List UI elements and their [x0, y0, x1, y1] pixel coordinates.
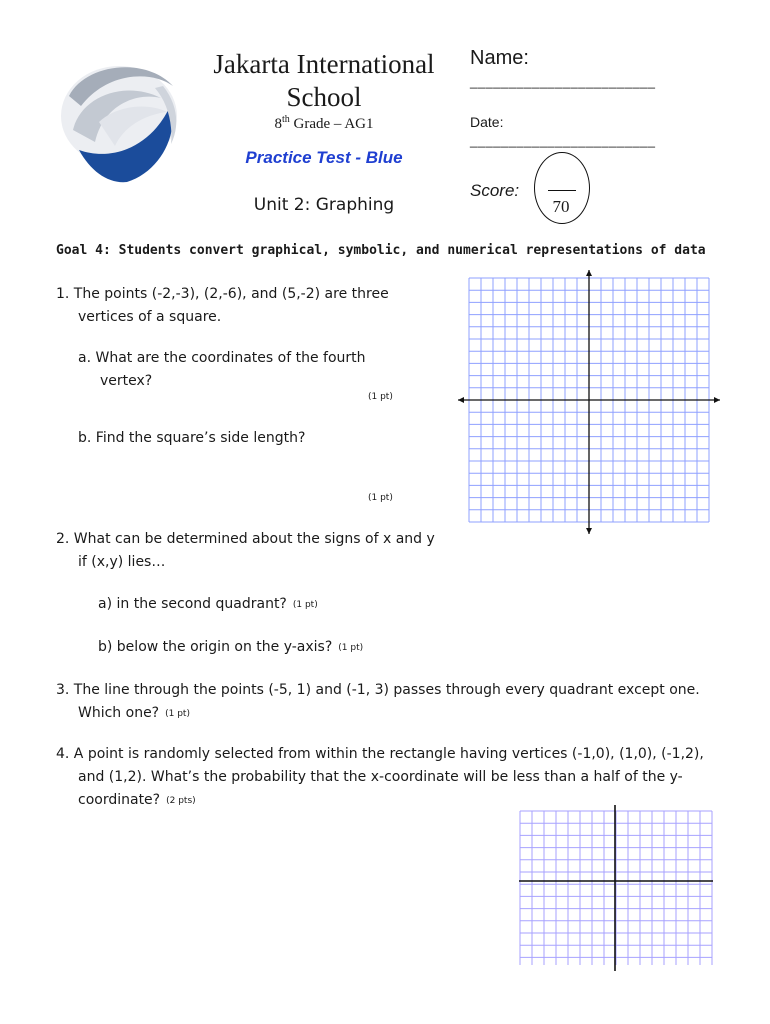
q1-line1: 1. The points (-2,-3), (2,-6), and (5,-2) are three: [56, 286, 389, 302]
q1b-points: (1 pt): [368, 493, 393, 503]
q2-line2: if (x,y) lies…: [78, 554, 166, 570]
school-logo-icon: [55, 58, 180, 183]
q2b-text: b) below the origin on the y-axis?: [98, 639, 333, 655]
q4-points: (2 pts): [166, 796, 196, 806]
q3-line1: 3. The line through the points (-5, 1) and (-1, 3) passes through every quadrant except one.: [56, 682, 700, 698]
grid1-arrow-right-icon: [714, 397, 720, 403]
school-name-line2: School: [286, 82, 362, 112]
q4-line2: and (1,2). What’s the probability that the x-coordinate will be less than a half of the y-: [78, 769, 683, 785]
grid2-lines: [520, 811, 712, 965]
date-blank: ________________________: [470, 133, 656, 148]
q2a-points: (1 pt): [292, 600, 318, 610]
q3: [56, 679, 700, 726]
practice-test-title: Practice Test - Blue: [245, 148, 403, 167]
q4: [56, 743, 704, 813]
q2-line1: 2. What can be determined about the signs of x and y: [56, 531, 435, 547]
school-name-line1: Jakarta International: [213, 49, 435, 79]
score-label: Score:: [470, 181, 520, 200]
q1a-line1: a. What are the coordinates of the fourth: [78, 350, 366, 366]
q3-line2: [56, 702, 700, 726]
q1b: b. Find the square’s side length?: [78, 430, 306, 446]
q2b: [98, 636, 363, 660]
q2a: [98, 593, 318, 617]
q1a-points: (1 pt): [368, 392, 393, 402]
q1-stem: [56, 283, 389, 329]
q2-stem: [56, 528, 435, 574]
school-name: [196, 48, 452, 114]
coordinate-grid-small-icon: [515, 805, 715, 971]
q3-points: (1 pt): [165, 709, 190, 719]
name-blank: ________________________: [470, 74, 656, 89]
coordinate-grid-icon: [456, 268, 722, 536]
date-label: Date:: [470, 114, 504, 130]
q4-line1: 4. A point is randomly selected from within the rectangle having vertices (-1,0), (1,0), (-1,2),: [56, 746, 704, 762]
grade-suffix: th: [281, 114, 290, 125]
q2b-points: (1 pt): [338, 643, 364, 653]
grade-course: Grade – AG1: [289, 116, 374, 132]
goal-statement: Goal 4: Students convert graphical, symbolic, and numerical representations of data: [56, 243, 706, 258]
q4-line3-text: coordinate?: [78, 792, 161, 808]
name-label: Name:: [470, 47, 529, 69]
grade-number: 8: [274, 116, 282, 132]
q1a-line2: vertex?: [100, 373, 153, 389]
q2a-text: a) in the second quadrant?: [98, 596, 287, 612]
q1-line2: vertices of a square.: [78, 309, 222, 325]
score-fraction-bar: [548, 190, 576, 191]
grid1-arrow-up-icon: [586, 270, 592, 276]
score-total: 70: [552, 197, 570, 216]
unit-title: Unit 2: Graphing: [253, 195, 395, 215]
q1a: [78, 347, 366, 393]
grid1-arrow-down-icon: [586, 528, 592, 534]
q3-line2-text: Which one?: [78, 705, 160, 721]
grid1-arrow-left-icon: [458, 397, 464, 403]
grade-line: [196, 114, 452, 133]
